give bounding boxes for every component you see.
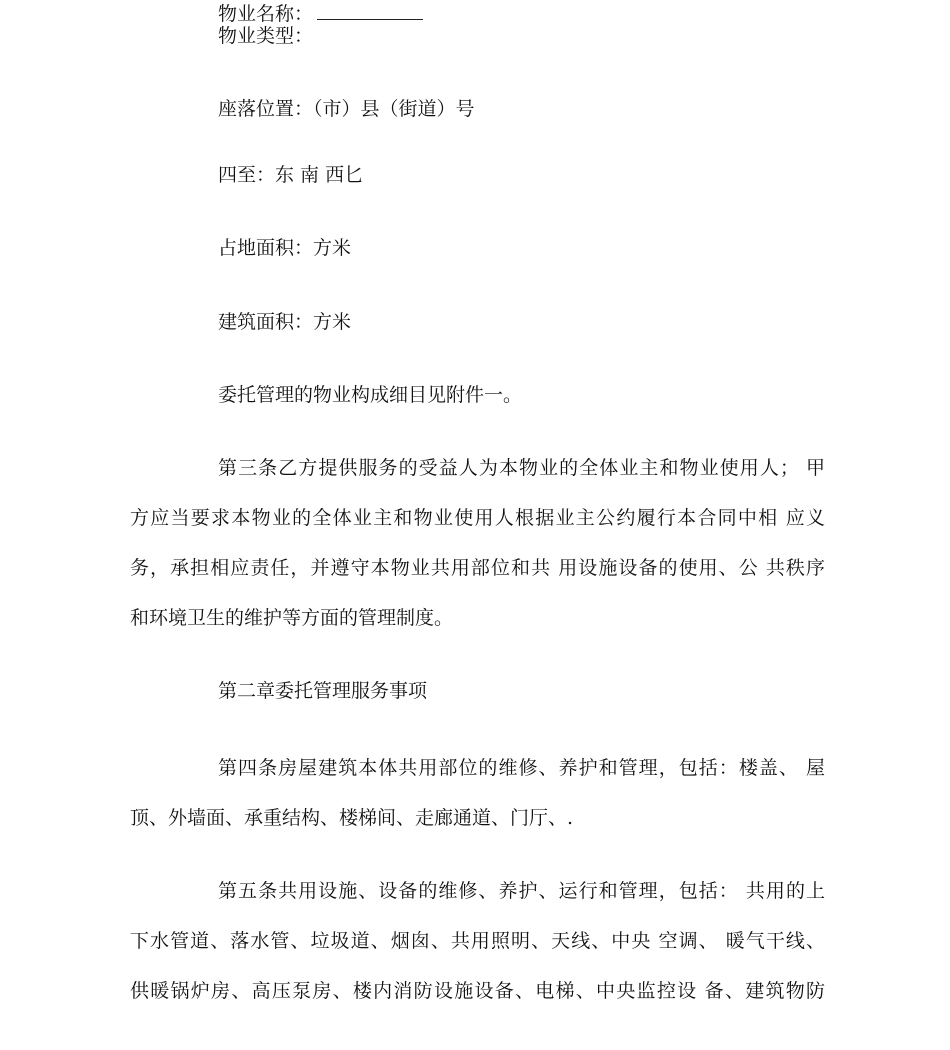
attachment-note-line: 委托管理的物业构成细目见附件一。 [218, 384, 523, 406]
article3-line-4: 和环境卫生的维护等方面的管理制度。 [130, 607, 454, 629]
article5-line-3: 供暖锅炉房、高压泵房、楼内消防设施设备、电梯、中央监控设 备、建筑物防 [130, 980, 825, 1002]
property-name-label: 物业名称： [218, 3, 314, 25]
article3-line-3: 务，承担相应责任，并遵守本物业共用部位和共 用设施设备的使用、公 共秩序 [130, 557, 825, 579]
boundaries-line: 四至：东 南 西匕 [218, 164, 364, 186]
location-line: 座落位置：（市）县（街道）号 [218, 98, 475, 120]
property-name-blank [317, 3, 423, 20]
article5-line-1: 第五条共用设施、设备的维修、养护、运行和管理，包括： 共用的上 [218, 880, 825, 902]
article4-line-1: 第四条房屋建筑本体共用部位的维修、养护和管理，包括：楼盖、 屋 [218, 757, 825, 779]
property-name-line [218, 2, 423, 26]
land-area-line: 占地面积：方米 [218, 237, 352, 259]
property-type-line: 物业类型： [218, 25, 314, 47]
article5-line-2: 下水管道、落水管、垃圾道、烟囱、共用照明、天线、中央 空调、 暖气干线、 [130, 930, 825, 952]
article3-line-1: 第三条乙方提供服务的受益人为本物业的全体业主和物业使用人； 甲 [218, 457, 825, 479]
article4-line-2: 顶、外墙面、承重结构、楼梯间、走廊通道、门厅、. [130, 807, 574, 829]
article3-line-2: 方应当要求本物业的全体业主和物业使用人根据业主公约履行本合同中相 应义 [130, 507, 825, 529]
building-area-line: 建筑面积：方米 [218, 311, 352, 333]
chapter2-title: 第二章委托管理服务事项 [218, 680, 428, 702]
